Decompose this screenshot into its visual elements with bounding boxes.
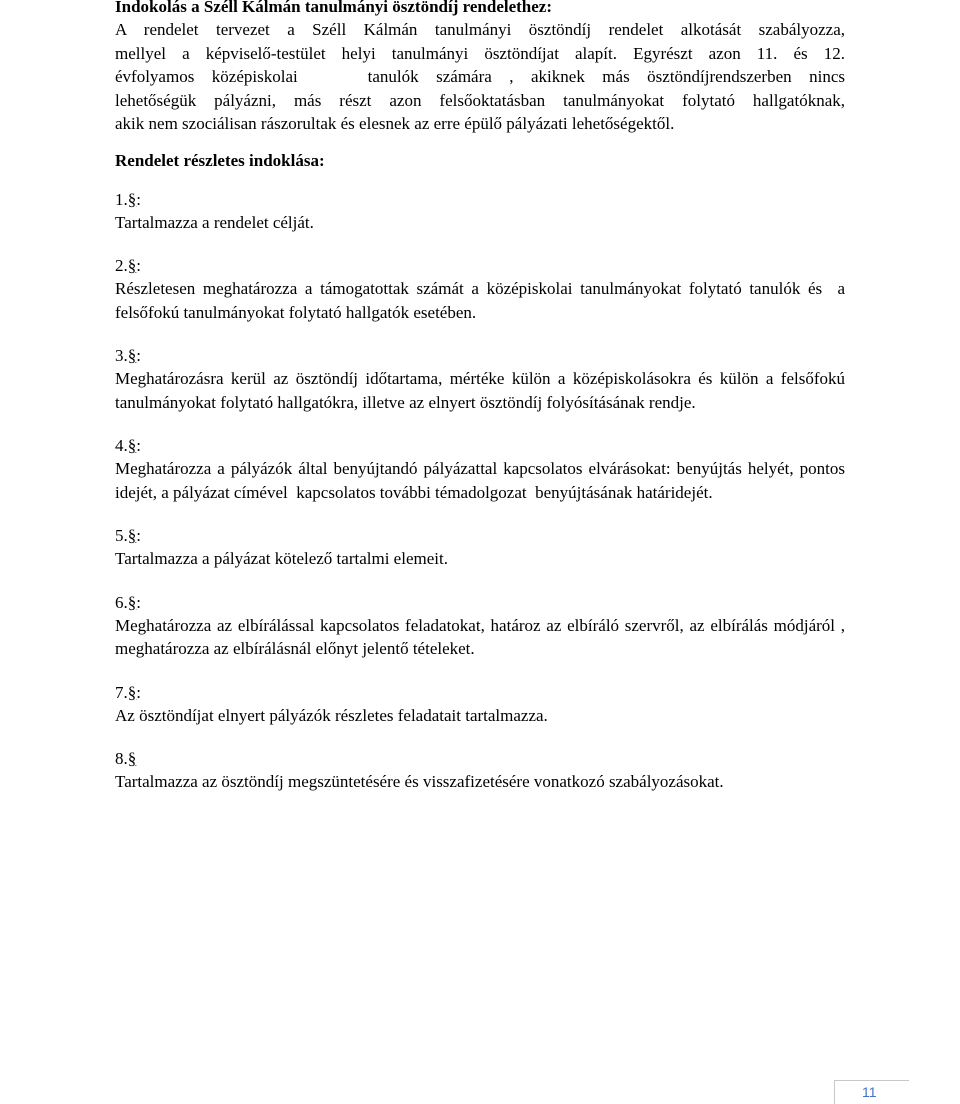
section-item bbox=[115, 524, 845, 571]
section-number-suffix: : bbox=[136, 436, 141, 455]
section-subheading: Rendelet részletes indoklása: bbox=[115, 150, 325, 170]
section-sign: § bbox=[127, 526, 137, 545]
section-item bbox=[115, 434, 850, 504]
section-sign: § bbox=[127, 682, 137, 702]
section-text: Tartalmazza a rendelet célját. bbox=[115, 212, 314, 232]
section-item bbox=[115, 254, 850, 324]
section-sign: § bbox=[127, 189, 137, 209]
section-text: Meghatározásra kerül az ösztöndíj időtartama, mértéke külön a középiskolásokra és külön a felsőfokú tanulmányokat folytató hallgatókra, illetve az elnyert ösztöndíj folyósításának rendje. bbox=[115, 369, 850, 412]
document-page bbox=[115, 0, 850, 794]
section-list bbox=[115, 188, 850, 794]
section-number-digit: 6. bbox=[115, 592, 128, 612]
section-sign: § bbox=[127, 436, 137, 455]
section-number-suffix: : bbox=[136, 256, 141, 275]
section-number-digit: 8. bbox=[115, 749, 128, 768]
section-sign: § bbox=[127, 346, 137, 365]
section-item bbox=[115, 681, 845, 728]
intro-line: mellyel a képviselő-testület helyi tanulmányi ösztöndíjat alapít. Egyrészt azon 11. és 12. bbox=[115, 43, 845, 63]
section-item bbox=[115, 591, 850, 661]
section-number-suffix: : bbox=[136, 189, 141, 209]
section-sign: § bbox=[127, 749, 137, 768]
section-text: Tartalmazza az ösztöndíj megszüntetésére és visszafizetésére vonatkozó szabályozásokat. bbox=[115, 772, 724, 791]
section-number-digit: 5. bbox=[115, 526, 128, 545]
intro-line: akik nem szociálisan rászorultak és elesnek az erre épülő pályázati lehetőségektől. bbox=[115, 114, 675, 133]
section-number-digit: 2. bbox=[115, 256, 128, 275]
section-number bbox=[115, 254, 845, 277]
intro-line: évfolyamos középiskolai tanulók számára , akiknek más ösztöndíjrendszerben nincs bbox=[115, 67, 845, 86]
section-number bbox=[115, 434, 845, 457]
section-text: Meghatározza a pályázók által benyújtandó pályázattal kapcsolatos elvárásokat: benyújtás helyét, pontos idejét, a pályázat címével kapcsolatos további témadolgozat benyújtásának határidejét. bbox=[115, 459, 850, 502]
intro-paragraph bbox=[115, 18, 845, 136]
section-number bbox=[115, 524, 845, 547]
intro-line: lehetőségük pályázni, más részt azon felsőoktatásban tanulmányokat folytató hallgatóknak, bbox=[115, 90, 845, 110]
section-number-suffix: : bbox=[136, 592, 141, 612]
document-title: Indokolás a Széll Kálmán tanulmányi ösztöndíj rendelethez: bbox=[115, 0, 552, 16]
section-number-digit: 1. bbox=[115, 189, 128, 209]
section-text: Az ösztöndíjat elnyert pályázók részletes feladatait tartalmazza. bbox=[115, 705, 548, 725]
section-item bbox=[115, 188, 845, 235]
section-number-suffix: : bbox=[136, 682, 141, 702]
section-number bbox=[115, 344, 845, 367]
intro-line: A rendelet tervezet a Széll Kálmán tanulmányi ösztöndíj rendelet alkotását szabályozza, bbox=[115, 20, 845, 39]
section-number bbox=[115, 681, 845, 704]
section-text: Részletesen meghatározza a támogatottak számát a középiskolai tanulmányokat folytató tanulók és a felsőfokú tanulmányokat folytató hallgatók esetében. bbox=[115, 279, 850, 322]
section-sign: § bbox=[127, 592, 137, 612]
page-number: 11 bbox=[862, 1084, 877, 1100]
section-number bbox=[115, 591, 845, 614]
section-number-suffix: : bbox=[136, 526, 141, 545]
section-item bbox=[115, 747, 845, 794]
section-number-suffix: : bbox=[136, 346, 141, 365]
section-number-digit: 3. bbox=[115, 346, 128, 365]
section-sign: § bbox=[127, 256, 137, 275]
section-number bbox=[115, 747, 845, 770]
section-text: Meghatározza az elbírálással kapcsolatos feladatokat, határoz az elbíráló szervről, az elbírálás módjáról , meghatározza az elbírálásnál előnyt jelentő tételeket. bbox=[115, 615, 850, 658]
section-number-digit: 4. bbox=[115, 436, 128, 455]
section-number-digit: 7. bbox=[115, 682, 128, 702]
section-text: Tartalmazza a pályázat kötelező tartalmi elemeit. bbox=[115, 549, 448, 568]
section-item bbox=[115, 344, 850, 414]
section-number bbox=[115, 188, 845, 211]
